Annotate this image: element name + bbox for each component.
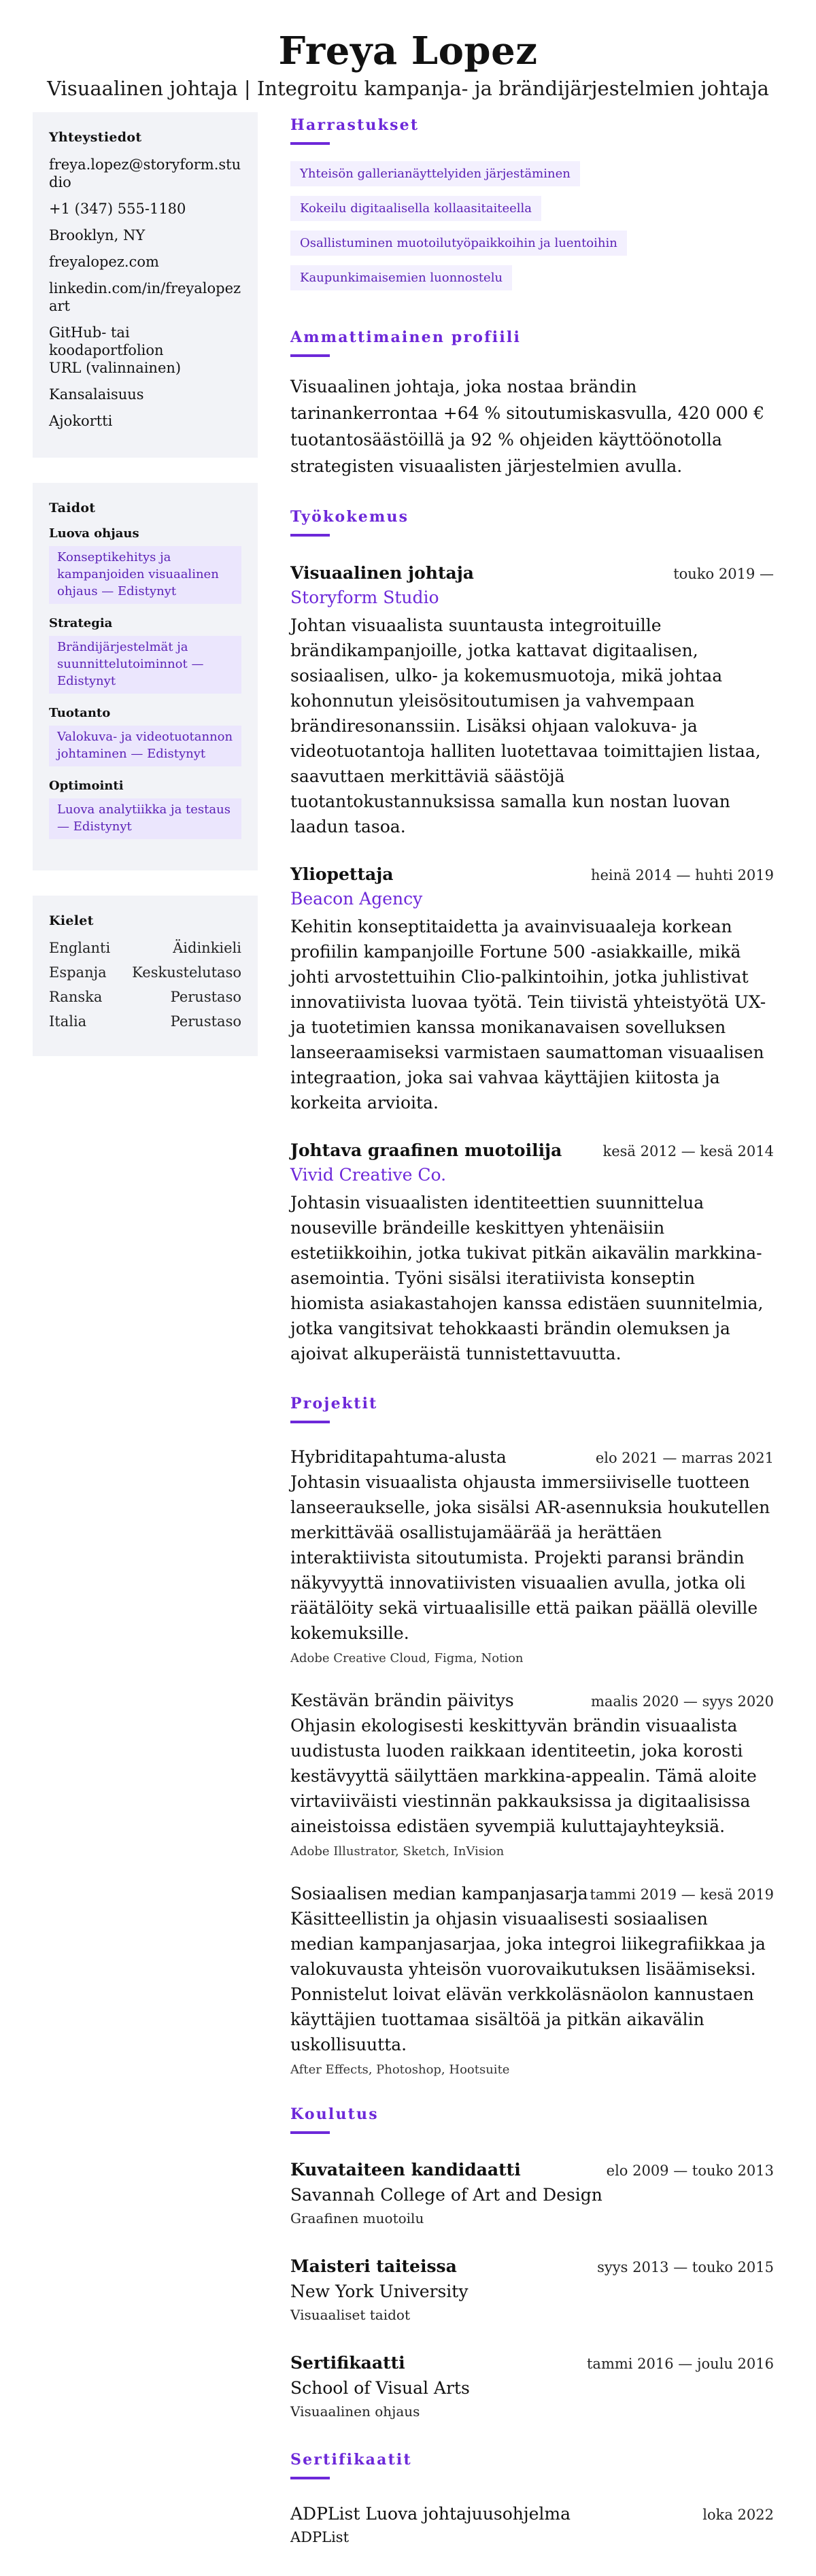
profile-section — [290, 328, 774, 479]
section-title: Projektit — [290, 1395, 378, 1412]
education-entry — [290, 2254, 774, 2326]
job-entry — [290, 561, 774, 839]
job-description: Johtasin visuaalisten identiteettien suunnittelua nouseville brändeille keskittyen yhtenäisiin estetiikkoihin, jotka tukivat pitkän aikavälin markkina-asemointia. Työni sisälsi iteratiivista konseptin hiomista asiakastahojen kanssa edistäen suunnitelmia, jotka vangitsivat tehokkaasti brändin olemuksen ja ajoivat alkuperäistä tunnistettavuutta. — [290, 1193, 764, 1363]
experience-section — [290, 508, 774, 1366]
job-entry — [290, 862, 774, 1115]
skill-chip: Luova analytiikka ja testaus — Edistynyt — [49, 798, 241, 839]
education-degree: Kuvataiteen kandidaatti — [290, 2160, 521, 2180]
project-entry — [290, 1445, 774, 1665]
education-dates: tammi 2016 — joulu 2016 — [586, 2356, 774, 2372]
skill-group — [49, 706, 241, 766]
section-divider — [290, 1421, 330, 1423]
skill-group-title: Strategia — [49, 616, 113, 630]
job-dates: touko 2019 — — [673, 566, 774, 582]
project-tech: Adobe Illustrator, Sketch, InVision — [290, 1844, 505, 1859]
education-school: New York University — [290, 2282, 469, 2301]
skill-chip: Brändijärjestelmät ja suunnittelutoiminnot — Edistynyt — [49, 636, 241, 694]
job-dates: heinä 2014 — huhti 2019 — [590, 867, 774, 883]
certification-date: loka 2022 — [702, 2507, 774, 2523]
contact-citizenship: Kansalaisuus — [49, 386, 144, 403]
language-name: Ranska — [49, 989, 103, 1005]
education-field: Visuaalinen ohjaus — [290, 2403, 420, 2420]
languages-card — [33, 896, 258, 1056]
hobby-chip: Yhteisön gallerianäyttelyiden järjestäminen — [290, 161, 580, 186]
languages-title: Kielet — [49, 913, 94, 928]
education-degree: Maisteri taiteissa — [290, 2256, 457, 2276]
hobby-list — [290, 161, 774, 300]
language-row — [49, 1013, 241, 1030]
language-level: Keskustelutaso — [132, 964, 241, 981]
section-title: Harrastukset — [290, 116, 420, 134]
project-dates: elo 2021 — marras 2021 — [595, 1450, 774, 1466]
project-title: Sosiaalisen median kampanjasarja — [290, 1884, 588, 1903]
contact-website[interactable]: freyalopez.com — [49, 254, 159, 270]
candidate-tagline: Visuaalinen johtaja | Integroitu kampanja- ja brändijärjestelmien johtaja — [47, 77, 769, 100]
project-entry — [290, 1689, 774, 1859]
job-company: Beacon Agency — [290, 889, 423, 909]
contact-linkedin[interactable]: linkedin.com/in/freyalopezart — [49, 280, 241, 314]
education-entry — [290, 2157, 774, 2229]
skill-group-title: Optimointi — [49, 779, 124, 793]
contact-card — [33, 112, 258, 458]
project-tech: After Effects, Photoshop, Hootsuite — [290, 2063, 510, 2077]
language-row — [49, 939, 241, 957]
section-divider — [290, 2131, 330, 2134]
section-divider — [290, 2477, 330, 2479]
job-title: Yliopettaja — [290, 864, 394, 884]
section-divider — [290, 142, 330, 145]
education-field: Visuaaliset taidot — [290, 2307, 411, 2323]
section-divider — [290, 534, 330, 537]
project-entry — [290, 1882, 774, 2077]
job-entry — [290, 1138, 774, 1366]
skills-title: Taidot — [49, 501, 96, 515]
project-dates: tammi 2019 — kesä 2019 — [590, 1886, 774, 1903]
candidate-name: Freya Lopez — [278, 29, 538, 73]
main-content — [290, 112, 774, 2576]
section-divider — [290, 354, 330, 357]
skill-group — [49, 779, 241, 839]
resume-layout — [0, 112, 816, 2576]
education-school: School of Visual Arts — [290, 2378, 470, 2398]
education-section — [290, 2105, 774, 2422]
projects-section — [290, 1395, 774, 2077]
section-title: Koulutus — [290, 2105, 379, 2123]
education-dates: elo 2009 — touko 2013 — [606, 2163, 774, 2179]
hobby-chip: Kokeilu digitaalisella kollaasitaiteella — [290, 196, 541, 221]
certifications-section — [290, 2451, 774, 2547]
skills-card — [33, 483, 258, 870]
resume-header — [0, 0, 816, 112]
hobby-chip: Kaupunkimaisemien luonnostelu — [290, 265, 512, 290]
language-name: Espanja — [49, 964, 107, 981]
certification-issuer: ADPList — [290, 2529, 350, 2545]
education-dates: syys 2013 — touko 2015 — [597, 2259, 774, 2275]
education-entry — [290, 2350, 774, 2422]
job-description: Kehitin konseptitaidetta ja avainvisuaaleja korkean profiilin kampanjoille Fortune 500 -asiakkaille, mikä johti arvostettuihin Clio-palkintoihin, jotka juhlistivat innovatiivista luovaa työtä. Tein tiivistä yhteistyötä UX- ja tuotetimien kanssa monikanavaisen sovelluksen lanseeraamiseksi varmistaen saumattoman visuaalisen integraation, joka sai vahvaa käyttäjien kiitosta ja korkeita arvioita. — [290, 917, 766, 1113]
project-description: Ohjasin ekologisesti keskittyvän brändin visuaalista uudistusta luoden raikkaan identiteetin, joka korosti kestävyyttä säilyttäen markkina-appealin. Tämä aloite virtaviiväisti viestinnän pakkauksissa ja digitaalisissa aineistoissa edistäen syvempiä kuluttajayhteyksiä. — [290, 1716, 757, 1836]
job-company: Storyform Studio — [290, 588, 439, 607]
section-title: Sertifikaatit — [290, 2451, 412, 2469]
profile-summary: Visuaalinen johtaja, joka nostaa brändin tarinankerrontaa +64 % sitoutumiskasvulla, 420 000 € tuotantosäästöillä ja 92 % ohjeiden käyttöönotolla strategisten visuaalisten järjestelmien avulla. — [290, 377, 765, 476]
skill-chip: Valokuva- ja videotuotannon johtaminen — Edistynyt — [49, 726, 241, 766]
section-title: Työkokemus — [290, 508, 409, 526]
skill-chip: Konseptikehitys ja kampanjoiden visuaalinen ohjaus — Edistynyt — [49, 546, 241, 604]
contact-location: Brooklyn, NY — [49, 227, 146, 243]
language-level: Äidinkieli — [173, 940, 241, 956]
contact-license: Ajokortti — [49, 413, 113, 429]
education-school: Savannah College of Art and Design — [290, 2185, 602, 2205]
job-title: Johtava graafinen muotoilija — [290, 1140, 562, 1160]
project-title: Kestävän brändin päivitys — [290, 1691, 514, 1710]
project-title: Hybriditapahtuma-alusta — [290, 1447, 507, 1467]
language-name: Englanti — [49, 940, 111, 956]
job-dates: kesä 2012 — kesä 2014 — [602, 1143, 774, 1159]
language-level: Perustaso — [170, 989, 241, 1005]
job-title: Visuaalinen johtaja — [290, 563, 474, 583]
education-degree: Sertifikaatti — [290, 2353, 405, 2373]
skill-group-title: Tuotanto — [49, 706, 111, 720]
skill-group-title: Luova ohjaus — [49, 526, 139, 541]
education-field: Graafinen muotoilu — [290, 2210, 424, 2226]
certification-title: ADPList Luova johtajuusohjelma — [290, 2504, 571, 2524]
project-description: Käsitteellistin ja ohjasin visuaalisesti sosiaalisen median kampanjasarjaa, joka integroi liikegrafiikkaa ja valokuvausta yhteisön vuorovaikutuksen lisäämiseksi. Ponnistelut loivat elävän verkkoläsnäolon kannustaen käyttäjien tuottamaa sisältöä ja pitkän aikavälin uskollisuutta. — [290, 1909, 766, 2054]
hobby-chip: Osallistuminen muotoilutyöpaikkoihin ja luentoihin — [290, 231, 627, 256]
job-company: Vivid Creative Co. — [290, 1165, 447, 1185]
skill-group — [49, 526, 241, 604]
project-description: Johtasin visuaalista ohjausta immersiiviselle tuotteen lanseeraukselle, joka sisälsi AR-asennuksia houkutellen merkittävää osallistujamäärää ja herättäen interaktiivista sitoutumista. Projekti paransi brändin näkyvyyttä innovatiivisten visuaalien avulla, jotka oli räätälöity sekä virtuaalisille että paikan päällä oleville kokemuksille. — [290, 1472, 770, 1643]
language-name: Italia — [49, 1013, 87, 1030]
sidebar — [33, 112, 258, 2576]
contact-title: Yhteystiedot — [49, 130, 142, 145]
project-tech: Adobe Creative Cloud, Figma, Notion — [290, 1651, 524, 1665]
project-dates: maalis 2020 — syys 2020 — [590, 1693, 774, 1710]
section-title: Ammattimainen profiili — [290, 328, 522, 346]
contact-phone[interactable]: +1 (347) 555-1180 — [49, 201, 186, 217]
job-description: Johtan visuaalista suuntausta integroituille brändikampanjoille, jotka kattavat digitaalisen, sosiaalisen, ulko- ja kokemusmuotoja, mikä johtaa kohonnutun yleisösitoutumisen ja vahvempaan brändiresonanssiin. Lisäksi ohjaan valokuva- ja videotuotantoja halliten luotettavaa toimittajien listaa, saavuttaen merkittäviä säästöjä tuotantokustannuksissa samalla kun nostan luovan laadun tasoa. — [290, 615, 761, 836]
language-level: Perustaso — [170, 1013, 241, 1030]
contact-github: GitHub- tai koodaportfolion URL (valinnainen) — [49, 324, 182, 376]
hobbies-section — [290, 116, 774, 300]
skill-group — [49, 616, 241, 694]
language-row — [49, 988, 241, 1006]
certification-entry — [290, 2501, 774, 2547]
language-row — [49, 964, 241, 981]
contact-email[interactable]: freya.lopez@storyform.studio — [49, 156, 241, 190]
